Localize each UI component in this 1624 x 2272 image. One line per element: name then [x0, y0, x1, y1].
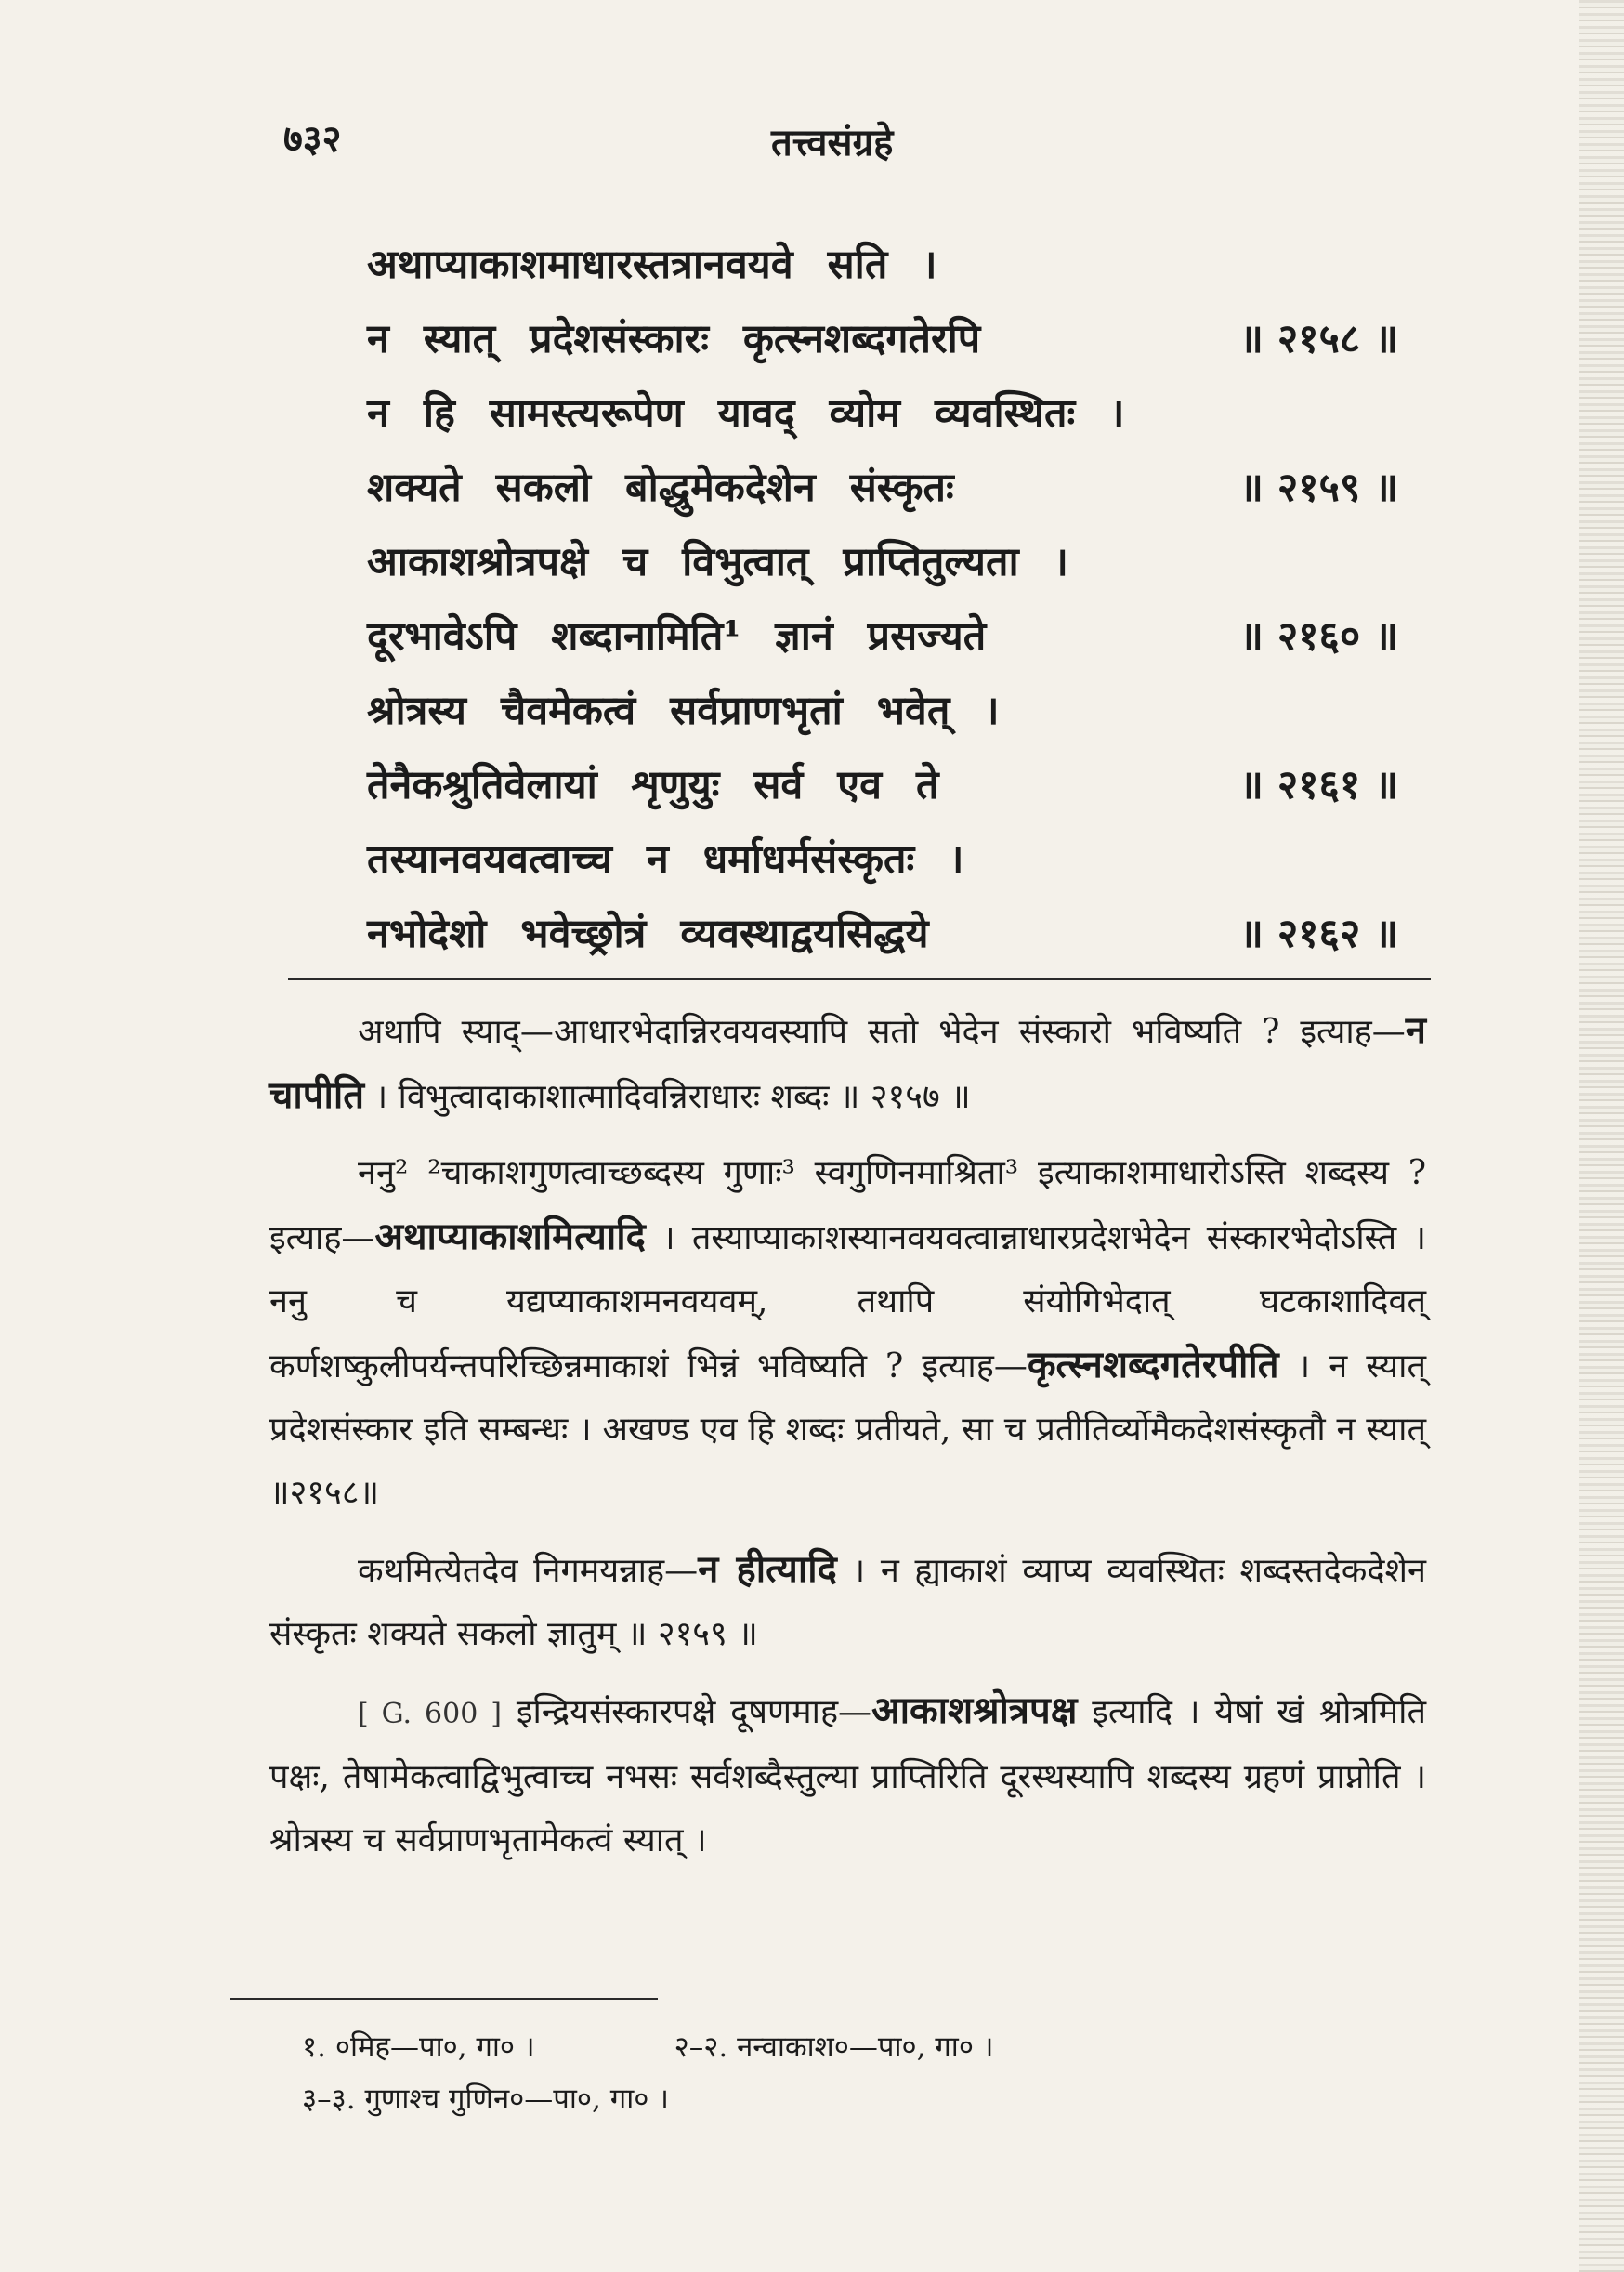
verse-number: ॥ २१६० ॥ [1239, 613, 1398, 660]
verse-line [367, 376, 1408, 451]
commentary-text: । तस्याप्याकाशस्यानवयवत्वान्नाधारप्रदेशभेदेन संस्कारभेदोऽस्ति । ननु च यद्यप्याकाशमनवयवम्, तथापि संयोगिभेदात् घटकाशादिवत् कर्णशष्कुलीपर्यन्तपरिच्छिन्नमाकाशं भिन्नं भविष्यति ? इत्याह— [269, 1219, 1426, 1386]
verse-line [367, 525, 1408, 599]
verse-number [1398, 674, 1408, 748]
verse-line [367, 674, 1408, 748]
footnote-1: १. ०मिह—पा०, गा० । [302, 2030, 535, 2064]
footnotes [302, 2021, 1324, 2125]
verse-text: नभोदेशो भवेच्छ्रोत्रं व्यवस्थाद्वयसिद्धये [367, 911, 929, 957]
verse-line [367, 599, 1408, 674]
verse-text: न हि सामस्त्यरूपेण यावद् व्योम व्यवस्थितः । [367, 390, 1125, 437]
page-reference: [ G. 600 ] [358, 1698, 502, 1730]
commentary-text: कथमित्येतदेव निगमयन्नाह— [358, 1552, 699, 1590]
verse-line [367, 748, 1408, 822]
verse-line [367, 451, 1408, 525]
commentary-text: इन्द्रियसंस्कारपक्षे दूषणमाह— [501, 1693, 872, 1731]
commentary-keyword: न चापीति [269, 1008, 1426, 1117]
verse-number [1398, 525, 1408, 599]
verse-block [367, 228, 1408, 971]
commentary-text: । न ह्याकाशं व्याप्य व्यवस्थितः शब्दस्तदेकदेशेन संस्कृतः शक्यते सकलो ज्ञातुम् ॥ २१५९ ॥ [269, 1552, 1426, 1653]
commentary-paragraph [269, 1142, 1426, 1525]
commentary-text: इत्यादि । येषां खं श्रोत्रमिति पक्षः, तेषामेकत्वाद्विभुत्वाच्च नभसः सर्वशब्दैस्तुल्या प्राप्तिरिति दूरस्थस्यापि शब्दस्य ग्रहणं प्राप्नोति । श्रोत्रस्य च सर्वप्राणभृतामेकत्वं स्यात् । [269, 1693, 1426, 1859]
verse-text: न स्यात् प्रदेशसंस्कारः कृत्स्नशब्दगतेरपि [367, 316, 981, 362]
commentary-text: । न स्यात् प्रदेशसंस्कार इति सम्बन्धः । अखण्ड एव हि शब्दः प्रतीयते, सा च प्रतीतिर्व्योमैकदेशसंस्कृतौ न स्यात् ॥२१५८॥ [269, 1347, 1427, 1512]
commentary-block [269, 999, 1426, 1885]
verse-number [1398, 376, 1408, 451]
verse-line [367, 302, 1408, 376]
commentary-keyword: न हीत्यादि [698, 1547, 837, 1591]
verse-number [1398, 822, 1408, 897]
footnote-row [302, 2073, 1324, 2125]
verse-text: तस्यानवयवत्वाच्च न धर्माधर्मसंस्कृतः । [367, 836, 964, 883]
commentary-paragraph [269, 1679, 1426, 1872]
commentary-text: ननु² ²चाकाशगुणत्वाच्छब्दस्य गुणाः³ स्वगुणिनमाश्रिता³ इत्याकाशमाधारोऽस्ति शब्दस्य ? इत्याह— [269, 1154, 1426, 1257]
verse-number: ॥ २१५९ ॥ [1239, 465, 1398, 511]
commentary-paragraph [269, 1538, 1426, 1666]
verse-text: अथाप्याकाशमाधारस्तत्रानवयवे सति । [367, 242, 937, 288]
commentary-text: । विभुत्वादाकाशात्मादिवन्निराधारः शब्दः ॥ २१५७ ॥ [364, 1078, 971, 1116]
scan-edge-noise [1579, 0, 1624, 2272]
verse-text: श्रोत्रस्य चैवमेकत्वं सर्वप्राणभृतां भवेत् । [367, 688, 1000, 734]
verse-line [367, 822, 1408, 897]
running-title: तत्त्वसंग्रहे [771, 121, 894, 164]
section-divider [288, 978, 1431, 980]
verse-text: तेनैकश्रुतिवेलायां शृणुयुः सर्व एव ते [367, 762, 939, 808]
commentary-keyword: अथाप्याकाशमित्यादि [374, 1215, 646, 1258]
verse-number: ॥ २१६१ ॥ [1239, 762, 1398, 808]
page-number: ७३२ [283, 117, 342, 161]
commentary-keyword: आकाशश्रोत्रपक्ष [871, 1688, 1078, 1732]
verse-number: ॥ २१६२ ॥ [1239, 911, 1398, 957]
page-header [0, 112, 1624, 177]
commentary-text: अथापि स्याद्—आधारभेदान्निरवयवस्यापि सतो भेदेन संस्कारो भविष्यति ? इत्याह— [358, 1013, 1406, 1051]
verse-line [367, 897, 1408, 971]
verse-number [1398, 228, 1408, 302]
footnote-3: ३–३. गुणाश्च गुणिन०—पा०, गा० । [302, 2082, 669, 2116]
footnote-divider [230, 1998, 658, 2000]
verse-text: दूरभावेऽपि शब्दानामिति¹ ज्ञानं प्रसज्यते [367, 613, 987, 660]
commentary-keyword: कृत्स्नशब्दगतेरपीति [1027, 1343, 1279, 1386]
verse-text: शक्यते सकलो बोद्धुमेकदेशेन संस्कृतः [367, 465, 954, 511]
verse-number: ॥ २१५८ ॥ [1239, 316, 1398, 362]
verse-text: आकाशश्रोत्रपक्षे च विभुत्वात् प्राप्तितुल्यता । [367, 539, 1068, 585]
commentary-paragraph [269, 999, 1426, 1129]
verse-line [367, 228, 1408, 302]
footnote-row [302, 2021, 1324, 2073]
footnote-2: २–२. नन्वाकाश०—पा०, गा० । [674, 2030, 994, 2064]
